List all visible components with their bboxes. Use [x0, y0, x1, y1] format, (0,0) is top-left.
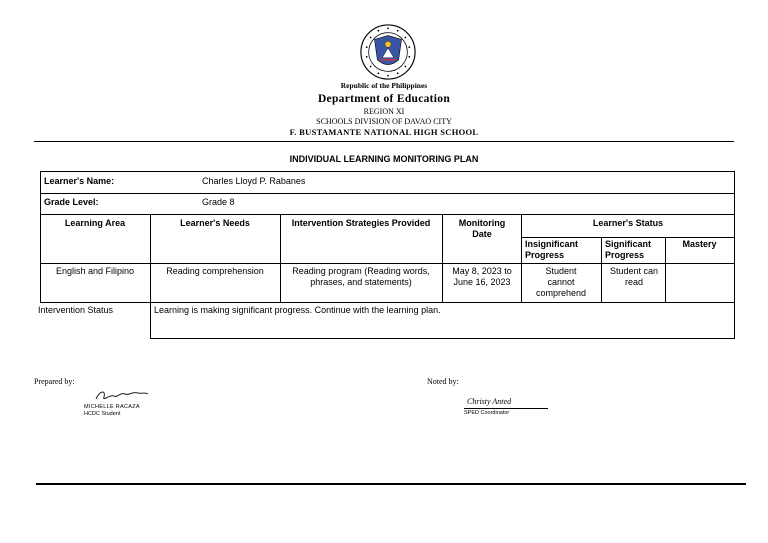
- cell-significant-progress: Student can read: [609, 266, 659, 287]
- cell-learning-area: English and Filipino: [55, 266, 135, 276]
- noted-signature-line: [464, 408, 548, 409]
- header-school: F. BUSTAMANTE NATIONAL HIGH SCHOOL: [289, 127, 479, 137]
- header-insignificant-progress: Insignificant Progress: [525, 239, 579, 260]
- prepared-by-role: HCDC Student: [84, 411, 121, 417]
- monitoring-table: [40, 171, 735, 339]
- intervention-status-text: Learning is making significant progress. Continue with the learning plan.: [154, 305, 441, 315]
- grade-level-value: Grade 8: [202, 197, 235, 207]
- header-republic: Republic of the Philippines: [340, 81, 428, 90]
- header-learners-status: Learner's Status: [592, 218, 664, 228]
- noted-by-label: Noted by:: [427, 377, 459, 386]
- document-title: INDIVIDUAL LEARNING MONITORING PLAN: [289, 154, 479, 164]
- grade-level-label: Grade Level:: [44, 197, 99, 207]
- cell-insignificant-progress: Student cannot comprehend: [535, 266, 587, 298]
- footer-divider: [36, 483, 746, 485]
- header-region: REGION XI: [363, 107, 405, 116]
- noted-by-name: Christy Anted: [467, 397, 512, 406]
- header-department: Department of Education: [317, 93, 451, 105]
- header-division: SCHOOLS DIVISION OF DAVAO CITY: [316, 117, 452, 126]
- prepared-by-name: MICHELLE RACAZA: [84, 404, 140, 410]
- intervention-status-label: Intervention Status: [38, 305, 114, 315]
- deped-seal-icon: [359, 23, 417, 81]
- header-mastery: Mastery: [682, 239, 717, 249]
- cell-monitoring-date: May 8, 2023 to June 16, 2023: [452, 266, 512, 287]
- cell-learners-needs: Reading comprehension: [166, 266, 264, 276]
- header-learning-area: Learning Area: [64, 218, 126, 228]
- header-divider: [34, 141, 734, 142]
- header-intervention-strategies: Intervention Strategies Provided: [291, 218, 431, 228]
- header-monitoring-date: Monitoring Date: [458, 218, 506, 239]
- learner-name-label: Learner's Name:: [44, 176, 115, 186]
- header-significant-progress: Significant Progress: [605, 239, 652, 260]
- noted-by-role: SPED Coordinator: [464, 410, 510, 416]
- learner-name-value: Charles Lloyd P. Rabanes: [202, 176, 306, 186]
- header-learners-needs: Learner's Needs: [180, 218, 250, 228]
- prepared-by-label: Prepared by:: [34, 377, 75, 386]
- cell-intervention-strategies: Reading program (Reading words, phrases, and statements): [292, 266, 430, 287]
- prepared-signature-icon: [92, 388, 150, 404]
